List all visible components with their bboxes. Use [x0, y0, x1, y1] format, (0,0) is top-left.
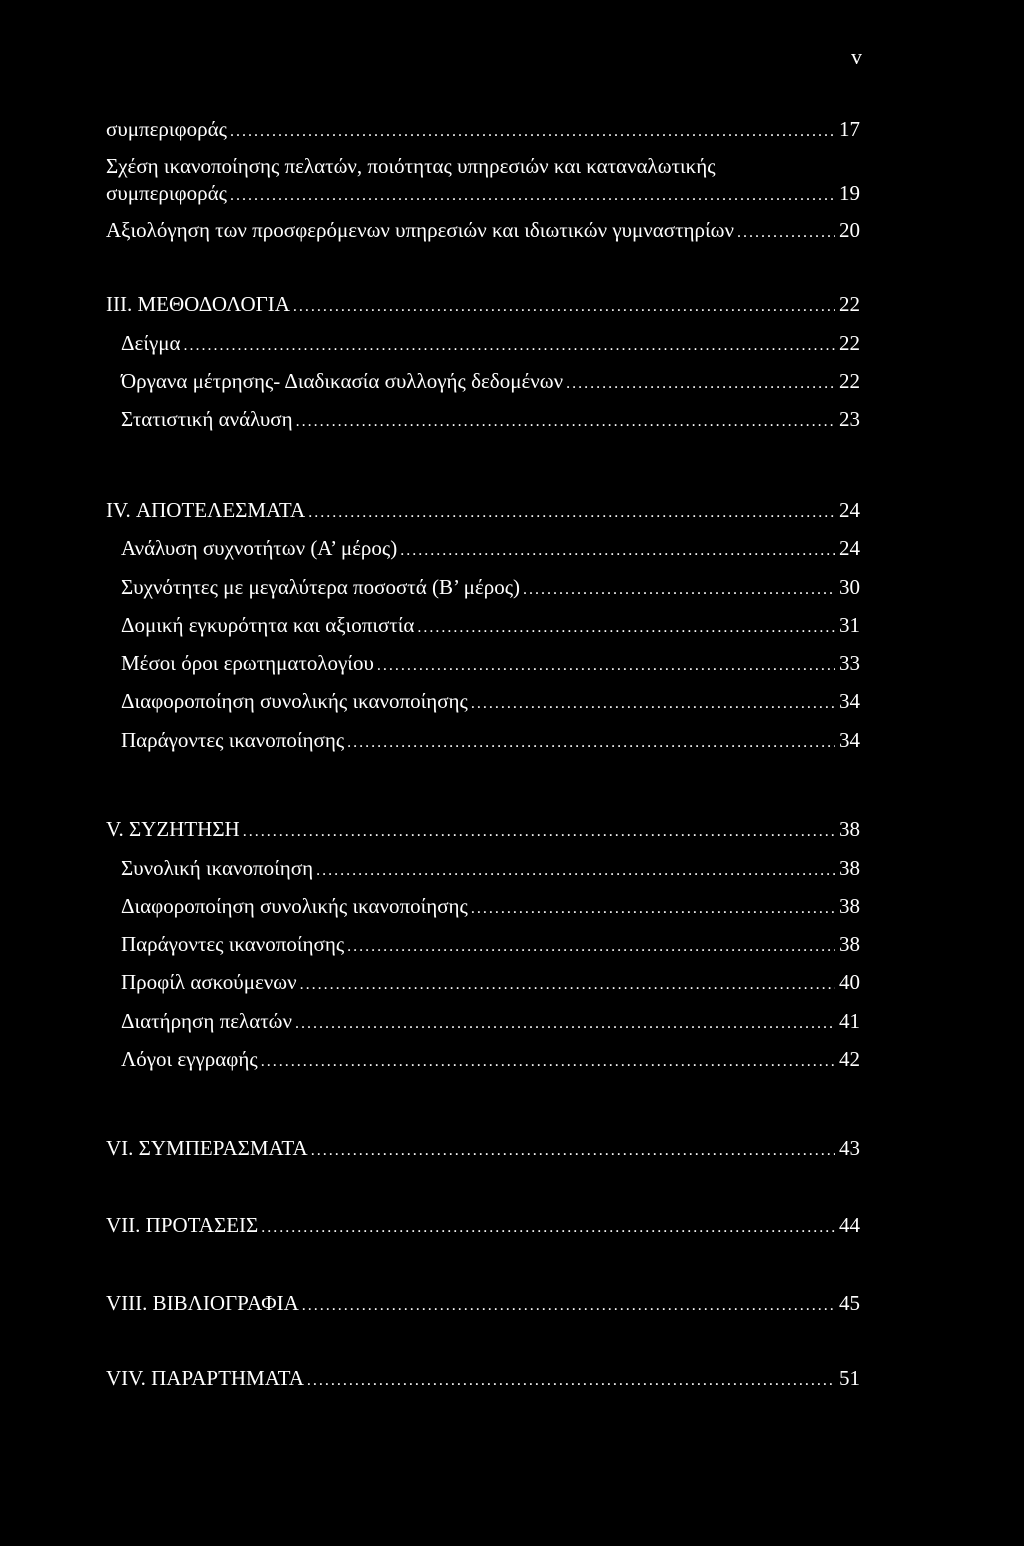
toc-section-page: 43	[839, 1136, 860, 1160]
toc-entry	[121, 368, 860, 397]
toc-section-label: VIII. ΒΙΒΛΙΟΓΡΑΦΙΑ	[106, 1291, 299, 1315]
dot-leader	[296, 409, 835, 435]
toc-section	[106, 1212, 860, 1241]
toc-section-label: III. ΜΕΘΟΔΟΛΟΓΙΑ	[106, 292, 290, 316]
dot-leader	[293, 294, 835, 320]
toc-entry	[121, 650, 860, 679]
toc-section-page: 22	[839, 292, 860, 316]
toc-entry	[121, 688, 860, 717]
toc-entry	[121, 1046, 860, 1075]
page-number: v	[851, 44, 862, 69]
toc-section-page: 38	[839, 817, 860, 841]
toc-entry	[121, 612, 860, 641]
toc-entry-label: Μέσοι όροι ερωτηματολογίου	[121, 651, 374, 675]
toc-entry	[121, 727, 860, 756]
toc-entry	[106, 116, 860, 145]
toc-entry	[121, 406, 860, 435]
toc-entry-label: Στατιστική ανάλυση	[121, 407, 293, 431]
toc-entry-page: 38	[839, 932, 860, 956]
toc-entry-label: Ανάλυση συχνοτήτων (Α’ μέρος)	[121, 536, 398, 560]
toc-entry	[106, 180, 860, 209]
toc-entry	[106, 217, 860, 246]
toc-section	[106, 1365, 860, 1394]
toc-entry-label: Παράγοντες ικανοποίησης	[121, 932, 345, 956]
toc-entry-label: Αξιολόγηση των προσφερόμενων υπηρεσιών και ιδιωτικών γυμναστηρίων	[106, 218, 734, 242]
toc-entry-page: 34	[839, 689, 860, 713]
dot-leader	[347, 934, 835, 960]
toc-section-label: IV. ΑΠΟΤΕΛΕΣΜΑΤΑ	[106, 498, 306, 522]
dot-leader	[471, 896, 835, 922]
dot-leader	[308, 500, 835, 526]
toc-section-page: 45	[839, 1291, 860, 1315]
toc-entry	[121, 330, 860, 359]
toc-entry-label: Όργανα μέτρησης- Διαδικασία συλλογής δεδομένων	[121, 369, 564, 393]
toc-entry-page: 22	[839, 369, 860, 393]
dot-leader	[523, 577, 835, 603]
toc-entry-page: 23	[839, 407, 860, 431]
toc-entry-label: Διατήρηση πελατών	[121, 1009, 292, 1033]
toc-entry-page: 17	[839, 117, 860, 141]
toc-entry-page: 33	[839, 651, 860, 675]
toc-section	[106, 1135, 860, 1164]
toc-entry-page: 38	[839, 856, 860, 880]
toc-section	[106, 291, 860, 320]
toc-entry-page: 24	[839, 536, 860, 560]
toc-entry-page: 41	[839, 1009, 860, 1033]
dot-leader	[261, 1215, 835, 1241]
toc-entry-label: Διαφοροποίηση συνολικής ικανοποίησης	[121, 894, 468, 918]
toc-section	[106, 497, 860, 526]
dot-leader	[243, 819, 835, 845]
toc-section-label: VII. ΠΡΟΤΑΣΕΙΣ	[106, 1213, 259, 1237]
dot-leader	[347, 730, 835, 756]
toc-entry-page: 40	[839, 970, 860, 994]
toc-section-label: V. ΣΥΖΗΤΗΣΗ	[106, 817, 240, 841]
dot-leader	[261, 1049, 835, 1075]
toc-entry-label-line: Σχέση ικανοποίησης πελατών, ποιότητας υπηρεσιών και καταναλωτικής	[106, 154, 716, 178]
toc-entry-page: 20	[839, 218, 860, 242]
toc-entry-label: Συχνότητες με μεγαλύτερα ποσοστά (Β’ μέρος)	[121, 575, 521, 599]
toc-section-page: 44	[839, 1213, 860, 1237]
dot-leader	[184, 333, 835, 359]
dot-leader	[377, 653, 835, 679]
dot-leader	[311, 1138, 835, 1164]
toc-section-page: 51	[839, 1366, 860, 1390]
toc-entry-page: 30	[839, 575, 860, 599]
dot-leader	[300, 972, 835, 998]
toc-entry-page: 42	[839, 1047, 860, 1071]
toc-entry-label: Παράγοντες ικανοποίησης	[121, 728, 345, 752]
toc-entry-label: Συνολική ικανοποίηση	[121, 856, 314, 880]
toc-entry-label: Δομική εγκυρότητα και αξιοπιστία	[121, 613, 415, 637]
toc-entry	[121, 893, 860, 922]
toc-entry	[121, 855, 860, 884]
toc-section	[106, 1290, 860, 1319]
dot-leader	[737, 220, 835, 246]
dot-leader	[230, 119, 835, 145]
toc-section-label: VI. ΣΥΜΠΕΡΑΣΜΑΤΑ	[106, 1136, 308, 1160]
toc-entry-label: Δείγμα	[121, 331, 181, 355]
toc-entry-page: 34	[839, 728, 860, 752]
toc-entry-page: 22	[839, 331, 860, 355]
toc-entry-page: 19	[839, 181, 860, 205]
toc-entry-label: Λόγοι εγγραφής	[121, 1047, 258, 1071]
toc-entry-label: συμπεριφοράς	[106, 181, 227, 205]
toc-entry	[121, 969, 860, 998]
dot-leader	[230, 183, 835, 209]
toc-entry	[121, 1008, 860, 1037]
toc-section-page: 24	[839, 498, 860, 522]
toc-section-label: VIV. ΠΑΡΑΡΤΗΜΑΤΑ	[106, 1366, 304, 1390]
toc-entry-page: 38	[839, 894, 860, 918]
toc-entry	[121, 931, 860, 960]
toc-section	[106, 816, 860, 845]
dot-leader	[400, 538, 835, 564]
dot-leader	[316, 858, 835, 884]
dot-leader	[307, 1368, 835, 1394]
toc-entry-label: Προφίλ ασκούμενων	[121, 970, 297, 994]
toc-entry-label: Διαφοροποίηση συνολικής ικανοποίησης	[121, 689, 468, 713]
toc-entry	[121, 535, 860, 564]
dot-leader	[302, 1293, 835, 1319]
dot-leader	[295, 1011, 835, 1037]
dot-leader	[417, 615, 835, 641]
dot-leader	[471, 691, 835, 717]
toc-entry-label: συμπεριφοράς	[106, 117, 227, 141]
toc-entry-page: 31	[839, 613, 860, 637]
dot-leader	[566, 371, 835, 397]
toc-entry	[121, 574, 860, 603]
